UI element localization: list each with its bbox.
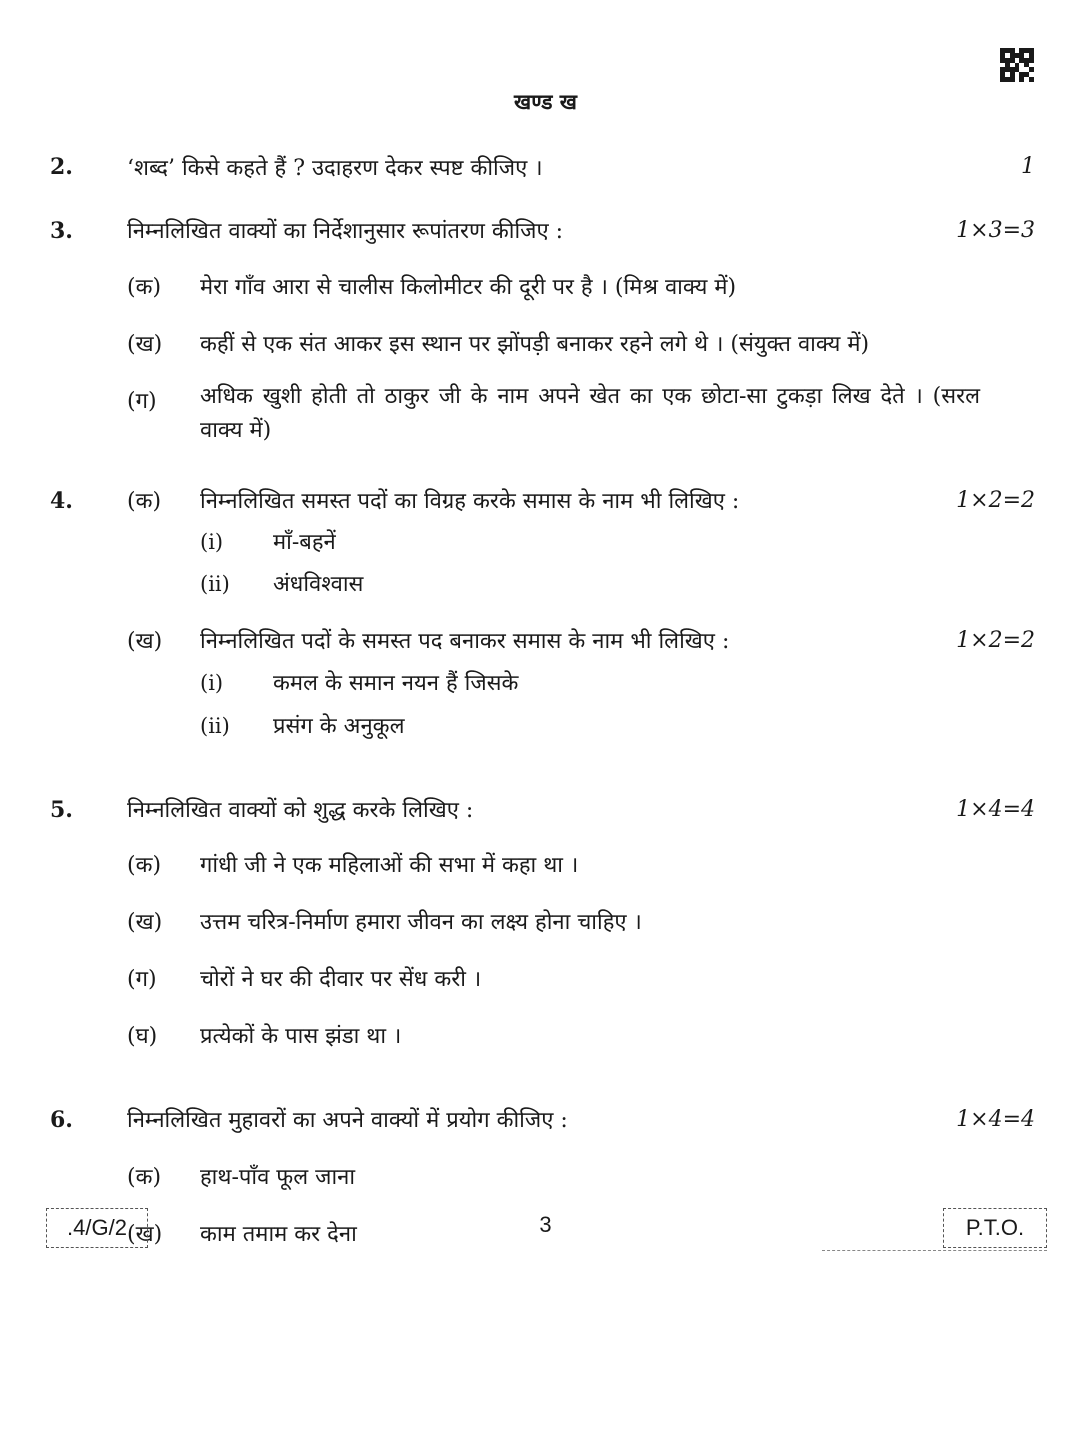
part-label: (ख) [127, 629, 163, 654]
item-label: (ग) [127, 967, 157, 992]
question-marks: 1×4=4 [956, 1107, 1035, 1132]
item-text: गांधी जी ने एक महिलाओं की सभा में कहा था । [200, 853, 579, 878]
question-text: ‘शब्द’ किसे कहते हैं ? उदाहरण देकर स्पष्ट कीजिए । [127, 156, 543, 181]
paper-code: .4/G/2 [46, 1208, 148, 1248]
section-title: खण्ड ख [514, 90, 577, 114]
item-text: मेरा गाँव आरा से चालीस किलोमीटर की दूरी पर है । (मिश्र वाक्य में) [200, 275, 737, 300]
question-marks: 1×2=2 [956, 488, 1035, 513]
subitem-label: (ii) [200, 572, 230, 596]
subitem-text: माँ-बहनें [273, 530, 336, 555]
subitem-text: कमल के समान नयन हैं जिसके [273, 671, 519, 696]
subitem-text: प्रसंग के अनुकूल [273, 714, 405, 739]
part-label: (क) [127, 489, 162, 514]
item-label: (ख) [127, 332, 163, 357]
item-text: अधिक खुशी होती तो ठाकुर जी के नाम अपने खेत का एक छोटा-सा टुकड़ा लिख देते । (सरल वाक्य में) [200, 384, 980, 443]
footer-divider [822, 1250, 1047, 1251]
item-label: (क) [127, 1165, 162, 1190]
item-label: (ग) [127, 389, 157, 414]
item-text: हाथ-पाँव फूल जाना [200, 1165, 356, 1190]
question-number: 4. [50, 488, 73, 514]
item-label: (ख) [127, 1222, 163, 1247]
subitem-label: (i) [200, 530, 224, 554]
question-text: निम्नलिखित वाक्यों को शुद्ध करके लिखिए : [127, 798, 474, 823]
item-text: कहीं से एक संत आकर इस स्थान पर झोंपड़ी बनाकर रहने लगे थे । (संयुक्त वाक्य में) [200, 332, 870, 357]
question-text: निम्नलिखित मुहावरों का अपने वाक्यों में प्रयोग कीजिए : [127, 1108, 568, 1133]
subitem-label: (i) [200, 671, 224, 695]
item-text: प्रत्येकों के पास झंडा था । [200, 1024, 402, 1049]
part-text: निम्नलिखित पदों के समस्त पद बनाकर समास के नाम भी लिखिए : [200, 629, 730, 654]
question-number: 2. [50, 154, 73, 180]
subitem-text: अंधविश्वास [273, 572, 364, 597]
question-marks: 1×4=4 [956, 797, 1035, 822]
question-marks: 1×2=2 [956, 628, 1035, 653]
question-number: 3. [50, 218, 73, 244]
item-label: (क) [127, 853, 162, 878]
qr-code-icon [1000, 48, 1034, 82]
question-marks: 1 [1021, 154, 1035, 179]
question-marks: 1×3=3 [956, 218, 1035, 243]
page-number: 3 [539, 1212, 552, 1237]
part-text: निम्नलिखित समस्त पदों का विग्रह करके समास के नाम भी लिखिए : [200, 489, 740, 514]
pto-label: P.T.O. [943, 1208, 1047, 1248]
question-number: 6. [50, 1107, 73, 1133]
subitem-label: (ii) [200, 714, 230, 738]
item-text: काम तमाम कर देना [200, 1222, 357, 1247]
item-label: (ख) [127, 910, 163, 935]
item-text: चोरों ने घर की दीवार पर सेंध करी । [200, 967, 482, 992]
item-label: (घ) [127, 1024, 158, 1049]
question-text: निम्नलिखित वाक्यों का निर्देशानुसार रूपांतरण कीजिए : [127, 219, 564, 244]
question-number: 5. [50, 797, 73, 823]
item-label: (क) [127, 275, 162, 300]
item-text: उत्तम चरित्र-निर्माण हमारा जीवन का लक्ष्य होना चाहिए । [200, 910, 642, 935]
